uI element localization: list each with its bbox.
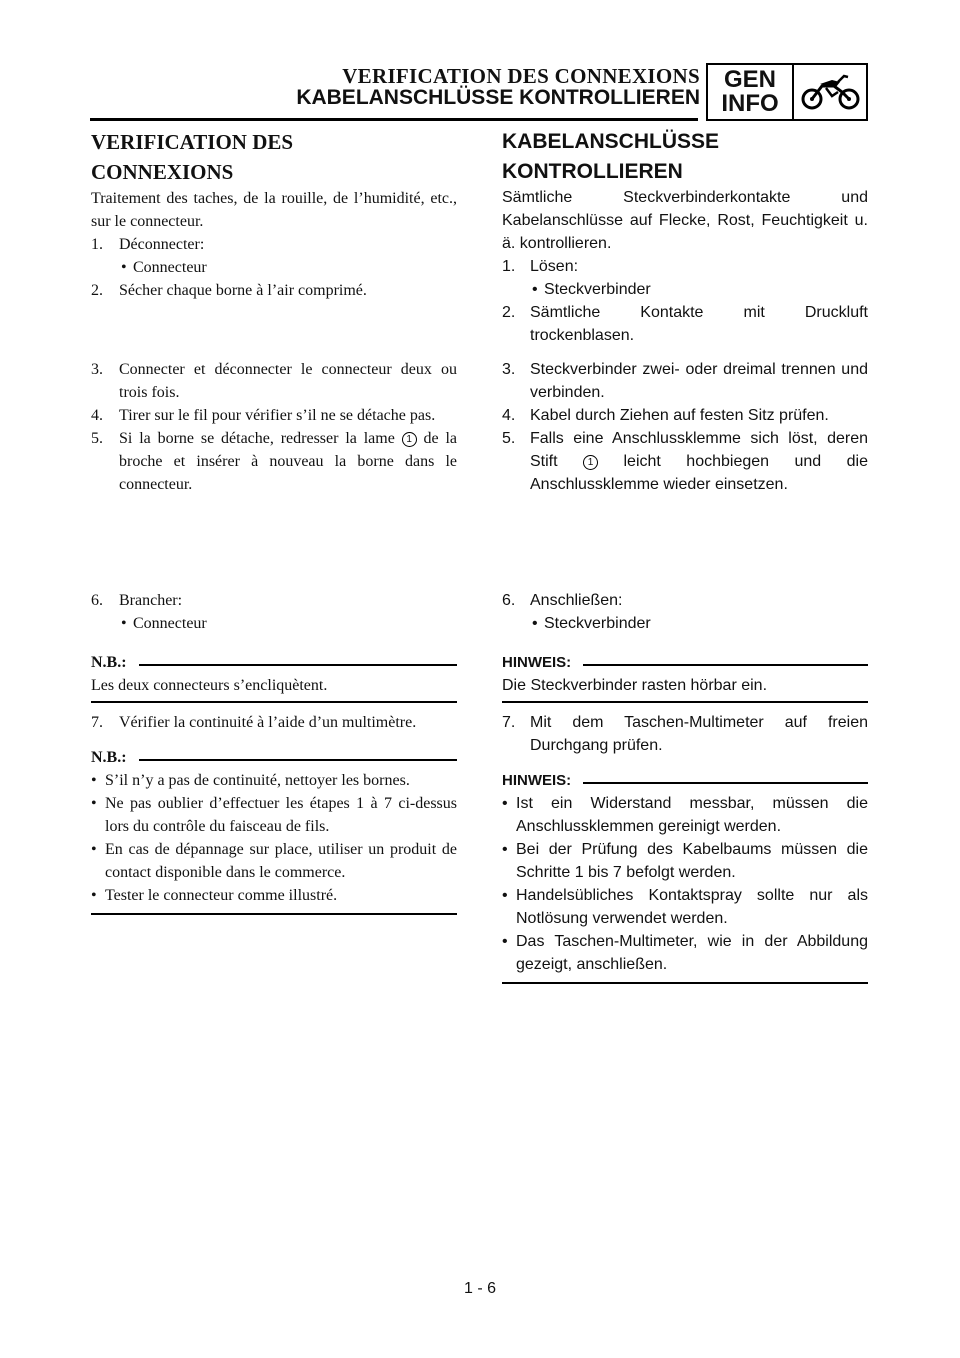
step-number: 7.: [91, 714, 103, 731]
step-text: Vérifier la continuité à l’aide d’un multimètre.: [119, 714, 417, 731]
fr-step-2: [91, 279, 457, 302]
note-rule: [583, 664, 868, 666]
fr-step-4: [91, 404, 457, 427]
step-number: 6.: [502, 592, 516, 609]
note-label: HINWEIS:: [502, 654, 572, 671]
step-number: 5.: [91, 430, 103, 447]
de-intro-block: [502, 186, 868, 347]
fr-title-line-1: VERIFICATION DES: [91, 130, 294, 154]
de-step-2: [502, 301, 868, 347]
fr-step-1: [91, 233, 457, 256]
step-number: 1.: [91, 236, 103, 253]
fr-note-2-item: • S’il n’y a pas de continuité, nettoyer les bornes.: [91, 769, 457, 792]
fr-note-2-item: • En cas de dépannage sur place, utiliser un produit de contact disponible dans le commerce.: [91, 838, 457, 884]
de-steps-6-7: [502, 589, 868, 984]
step-text: Sämtliche Kontakte mit Druckluft trockenblasen.: [530, 304, 868, 344]
de-title: [502, 127, 868, 187]
de-step-3: [502, 358, 868, 404]
fr-step-1-sub: • Connecteur: [91, 256, 457, 279]
de-title-line-1: KABELANSCHLÜSSE: [502, 130, 720, 153]
motorcycle-icon: [794, 65, 866, 119]
fr-step-3: [91, 358, 457, 404]
step-text: Tirer sur le fil pour vérifier s’il ne se détache pas.: [119, 407, 436, 424]
de-note-2-item: • Handelsübliches Kontaktspray sollte nur als Notlösung verwendet werden.: [502, 884, 868, 930]
fr-steps-3-5: [91, 358, 457, 496]
de-steps-3-5: [502, 358, 868, 496]
fr-note-1-header: [91, 651, 457, 674]
de-step-5: [502, 427, 868, 496]
note-rule: [139, 664, 457, 666]
step-number: 1.: [502, 258, 516, 275]
fr-intro-block: [91, 187, 457, 302]
fr-note-2-item: • Tester le connecteur comme illustré.: [91, 884, 457, 907]
step-text-cont: de la broche et insérer à nouveau la borne dans le connecteur.: [119, 430, 458, 493]
step-number: 4.: [502, 407, 516, 424]
fr-step-7: [91, 711, 457, 734]
step-text: Anschließen:: [530, 592, 623, 609]
de-note-2-item: • Das Taschen-Multimeter, wie in der Abbildung gezeigt, anschließen.: [502, 930, 868, 976]
step-number: 2.: [91, 282, 103, 299]
callout-marker: 1: [402, 432, 417, 447]
note-label: N.B.:: [91, 749, 127, 766]
fr-note-2-item: • Ne pas oublier d’effectuer les étapes 1 à 7 ci-dessus lors du contrôle du faisceau de fils.: [91, 792, 457, 838]
step-text: Déconnecter:: [119, 236, 205, 253]
badge-line-2: INFO: [721, 90, 779, 117]
note-rule: [139, 759, 457, 761]
de-step-6-sub: • Steckverbinder: [502, 612, 868, 635]
fr-steps-6-7: [91, 589, 457, 915]
note-label: HINWEIS:: [502, 772, 572, 789]
note-end-rule: [91, 913, 457, 915]
fr-step-6-sub: • Connecteur: [91, 612, 457, 635]
fr-note-2-header: [91, 746, 457, 769]
de-note-2-item: • Ist ein Widerstand messbar, müssen die Anschlussklemmen gereinigt werden.: [502, 792, 868, 838]
step-text-cont: leicht hochbiegen und die Anschlussklemme wieder einsetzen.: [530, 453, 869, 493]
section-badge: [706, 63, 868, 121]
step-text: Mit dem Taschen-Multimeter auf freien Durchgang prüfen.: [530, 714, 868, 754]
de-note-1-header: [502, 651, 868, 674]
callout-marker: 1: [583, 455, 598, 470]
step-text: Brancher:: [119, 592, 183, 609]
fr-step-6: [91, 589, 457, 612]
de-note-2-item: • Bei der Prüfung des Kabelbaums müssen die Schritte 1 bis 7 befolgt werden.: [502, 838, 868, 884]
page-number: 1 - 6: [463, 1280, 496, 1297]
step-number: 6.: [91, 592, 103, 609]
de-intro: Sämtliche Steckverbinderkontakte und Kabelanschlüsse auf Flecke, Rost, Feuchtigkeit u. ä. kontrollieren.: [502, 189, 868, 252]
step-text: Kabel durch Ziehen auf festen Sitz prüfen.: [530, 407, 829, 424]
step-text: Lösen:: [530, 258, 579, 275]
de-step-1-sub: • Steckverbinder: [502, 278, 868, 301]
fr-step-5: [91, 427, 457, 496]
badge-line-1: GEN: [723, 66, 776, 93]
note-label: N.B.:: [91, 654, 127, 671]
step-text: Si la borne se détache, redresser la lame: [119, 430, 395, 447]
header-title-de: KABELANSCHLÜSSE KONTROLLIEREN: [296, 86, 700, 109]
header-rule: [90, 118, 698, 121]
fr-note-1-text: Les deux connecteurs s’encliquètent.: [91, 677, 328, 694]
badge-label: [708, 65, 794, 119]
de-step-7: [502, 711, 868, 757]
step-number: 3.: [91, 361, 103, 378]
de-step-6: [502, 589, 868, 612]
header-title-fr: VERIFICATION DES CONNEXIONS: [342, 64, 700, 88]
de-note-2-header: [502, 769, 868, 792]
fr-title: [91, 127, 457, 187]
note-rule: [583, 782, 868, 784]
step-number: 2.: [502, 304, 516, 321]
fr-intro: Traitement des taches, de la rouille, de l’humidité, etc., sur le connecteur.: [91, 190, 457, 230]
step-number: 4.: [91, 407, 103, 424]
note-end-rule: [502, 701, 868, 703]
step-text: Sécher chaque borne à l’air comprimé.: [119, 282, 367, 299]
de-step-4: [502, 404, 868, 427]
step-text: Steckverbinder zwei- oder dreimal trennen und verbinden.: [530, 361, 868, 401]
fr-title-line-2: CONNEXIONS: [91, 160, 234, 184]
step-text: Falls eine Anschlussklemme sich löst, deren Stift: [530, 430, 868, 470]
de-note-1-text: Die Steckverbinder rasten hörbar ein.: [502, 677, 768, 694]
step-number: 5.: [502, 430, 516, 447]
step-number: 3.: [502, 361, 516, 378]
de-title-line-2: KONTROLLIEREN: [502, 160, 683, 183]
de-step-1: [502, 255, 868, 278]
step-text: Connecter et déconnecter le connecteur deux ou trois fois.: [119, 361, 457, 401]
note-end-rule: [502, 982, 868, 984]
step-number: 7.: [502, 714, 516, 731]
note-end-rule: [91, 701, 457, 703]
